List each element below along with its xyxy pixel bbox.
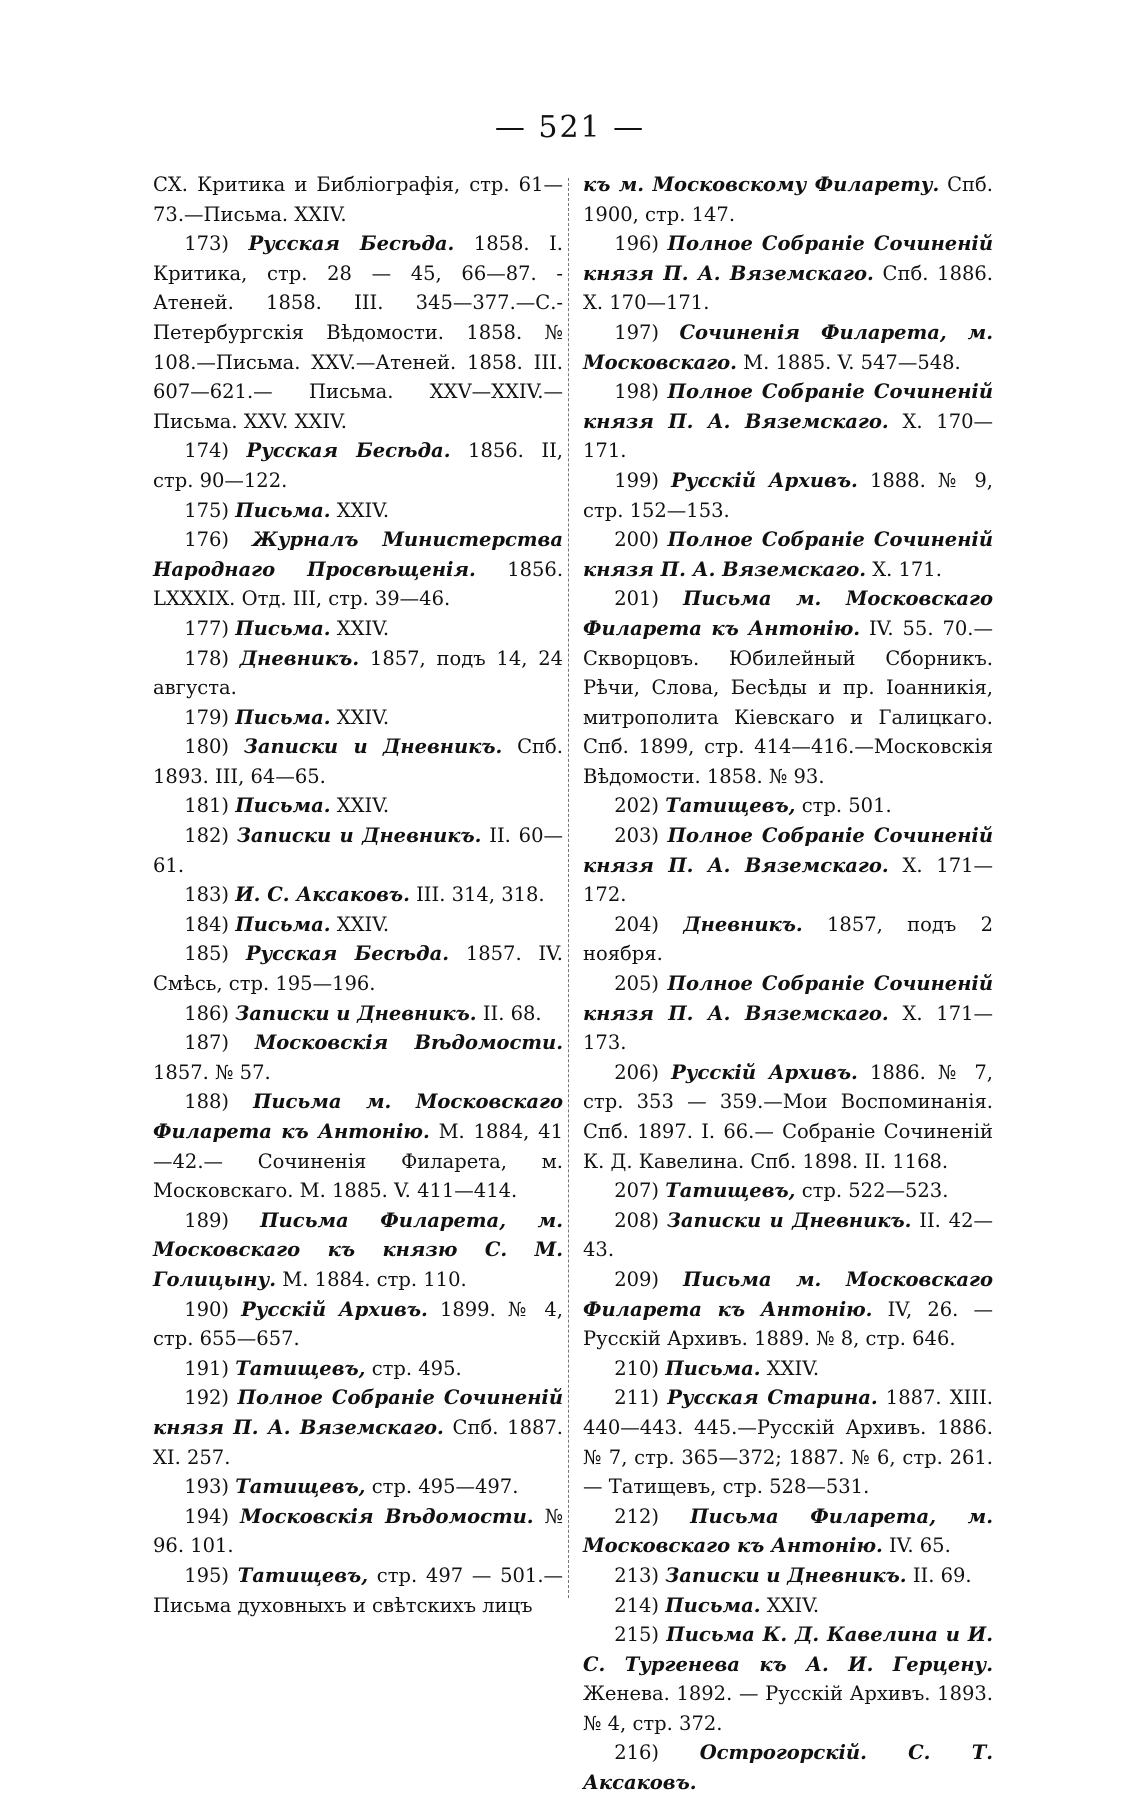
footnote-title: И. С. Аксаковъ. <box>235 883 410 907</box>
footnote-entry <box>153 910 563 940</box>
footnote-reference: стр. 495—497. <box>371 1475 519 1499</box>
footnote-reference: IV, 26. — Русскій Архивъ. 1889. № 8, стр. 646. <box>583 1297 993 1351</box>
footnote-entry <box>153 939 563 998</box>
footnote-number: 213) <box>614 1563 660 1587</box>
footnote-entry <box>583 466 993 525</box>
footnote-entry <box>583 584 993 791</box>
footnote-reference: XXIV. <box>336 498 390 522</box>
footnote-title: Письма м. Московскаго Филарета къ Антонію. <box>583 1267 993 1321</box>
footnote-entry <box>583 821 993 910</box>
footnote-reference: Женева. 1892. — Русскій Архивъ. 1893. № 4, стр. 372. <box>583 1682 993 1735</box>
page-number: — 521 — <box>494 110 646 145</box>
footnote-reference: M. 1884, 41—42.— Сочиненія Филарета, м. Московскаго. M. 1885. V. 411—414. <box>153 1120 563 1203</box>
left-column <box>153 170 563 1620</box>
footnote-entry <box>583 910 993 969</box>
footnote-entry <box>153 1087 563 1205</box>
footnote-number: 186) <box>184 1001 230 1025</box>
footnote-entry <box>583 318 993 377</box>
footnote-entry <box>583 1206 993 1265</box>
footnote-reference: II. 68. <box>482 1001 542 1025</box>
footnote-reference: XXIV. <box>336 616 390 640</box>
footnote-title: Русскій Архивъ. <box>241 1297 428 1321</box>
footnote-number: 176) <box>184 528 230 552</box>
footnote-reference: II. 69. <box>912 1563 972 1587</box>
footnote-reference: 1899. № 4, стр. 655—657. <box>153 1297 563 1351</box>
footnote-number: 185) <box>184 942 230 966</box>
footnote-title: Татищевъ, <box>235 1475 366 1499</box>
footnote-entry <box>583 1738 993 1797</box>
footnote-title: Письма. <box>235 705 331 729</box>
footnote-entry <box>153 229 563 436</box>
footnote-number: 194) <box>184 1504 230 1528</box>
footnote-title: Полное Собраніе Сочиненій князя П. А. Вяземскаго. <box>583 232 993 285</box>
footnote-number: 205) <box>614 972 660 996</box>
footnote-entry <box>153 1472 563 1502</box>
footnote-number: 188) <box>184 1090 230 1114</box>
footnote-entry <box>153 732 563 791</box>
footnote-number: 195) <box>184 1563 230 1587</box>
footnote-entry <box>583 170 993 229</box>
footnote-reference: XXIV. <box>336 794 390 818</box>
footnote-title: Татищевъ, <box>237 1563 369 1587</box>
footnote-title: Журналъ Министерства Народнаго Просвѣщенія. <box>153 528 563 581</box>
footnote-entry <box>153 525 563 614</box>
footnote-title: Записки и Дневникъ. <box>235 1001 477 1025</box>
footnote-number: 211) <box>614 1386 660 1410</box>
footnote-number: 209) <box>614 1267 660 1291</box>
footnote-title: Русская Старина. <box>667 1386 878 1410</box>
footnote-title: Дневникъ. <box>239 646 360 670</box>
footnote-title: Московскія Вѣдомости. <box>254 1031 564 1055</box>
footnote-title: Записки и Дневникъ. <box>665 1563 907 1587</box>
footnote-number: 215) <box>614 1623 660 1647</box>
footnote-reference: 1856. LXXXIX. Отд. III, стр. 39—46. <box>153 557 564 611</box>
footnote-title: Письма Филарета, м. Московскаго къ Антонію. <box>583 1504 993 1558</box>
footnote-entry <box>153 614 563 644</box>
footnote-entry <box>583 1383 993 1501</box>
footnote-title: Русская Бесѣда. <box>248 232 455 256</box>
footnote-reference: II. 42—43. <box>583 1208 993 1262</box>
footnote-reference: № 96. 101. <box>153 1504 564 1558</box>
footnote-reference: Спб. 1893. III, 64—65. <box>153 735 563 788</box>
footnote-number: 183) <box>184 883 230 907</box>
footnote-number: 184) <box>184 912 230 936</box>
footnote-number: 207) <box>614 1179 660 1203</box>
footnote-title: Полное Собраніе Сочиненій князя П. А. Вяземскаго. <box>583 380 993 433</box>
footnote-reference: M. 1885. V. 547—548. <box>743 350 961 374</box>
footnote-entry <box>583 229 993 318</box>
footnote-number: 181) <box>184 794 230 818</box>
footnote-reference: Спб. 1900, стр. 147. <box>583 173 993 226</box>
footnote-number: 200) <box>614 528 660 552</box>
footnote-entry <box>153 436 563 495</box>
footnote-entry <box>153 1354 563 1384</box>
footnote-number: 214) <box>614 1593 660 1617</box>
footnote-entry <box>153 703 563 733</box>
footnote-entry <box>583 969 993 1058</box>
footnote-title: Полное Собраніе Сочиненій князя П. А. Вяземскаго. <box>583 972 993 1025</box>
footnote-number: 206) <box>614 1060 660 1084</box>
footnote-number: 180) <box>184 735 230 759</box>
footnote-entry <box>583 525 993 584</box>
footnote-title: Полное Собраніе Сочиненій князя П. А. Вяземскаго. <box>583 824 993 877</box>
footnote-entry <box>583 1176 993 1206</box>
footnote-title: Сочиненія Филарета, м. Московскаго. <box>583 320 994 374</box>
footnote-reference: XXIV. <box>766 1593 820 1617</box>
footnote-reference: XXIV. <box>766 1356 820 1380</box>
footnote-entry <box>583 1354 993 1384</box>
footnote-title: Записки и Дневникъ. <box>666 1208 912 1232</box>
footnote-number: 204) <box>614 912 660 936</box>
footnote-title: Московскія Вѣдомости. <box>240 1504 534 1528</box>
footnote-reference: X. 171. <box>872 557 942 581</box>
footnote-entry <box>583 1620 993 1738</box>
footnote-reference: CX. Критика и Библіографія, стр. 61—73.—Письма. XXIV. <box>153 173 563 226</box>
footnote-number: 208) <box>614 1208 660 1232</box>
footnote-entry <box>153 1206 563 1295</box>
footnote-title: Татищевъ, <box>235 1356 366 1380</box>
footnote-number: 203) <box>614 824 660 848</box>
footnote-title: Письма. <box>235 498 331 522</box>
footnote-title: Русскій Архивъ. <box>671 468 858 492</box>
footnote-number: 173) <box>184 232 230 256</box>
footnote-number: 175) <box>184 498 230 522</box>
footnote-number: 198) <box>614 380 660 404</box>
footnote-number: 216) <box>614 1741 660 1765</box>
footnote-entry <box>583 1265 993 1354</box>
footnote-reference: Спб. 1886. X. 170—171. <box>583 261 993 315</box>
footnote-reference: 1857, подъ 14, 24 августа. <box>153 646 564 700</box>
footnote-number: 182) <box>184 824 230 848</box>
footnote-reference: 1858. I. Критика, стр. 28 — 45, 66—87. - Атеней. 1858. III. 345—377.—С.-Петербургскія Вѣдомости. 1858. № 108.—Письма. XXV.—Атеней. 1858. III. 607—621.— Письма. XXV—XXIV.—Письма. XXV. XXIV. <box>153 232 563 433</box>
footnote-reference: стр. 497 — 501.— Письма духовныхъ и свѣтскихъ лицъ <box>153 1563 564 1617</box>
footnote-entry <box>153 170 563 229</box>
column-divider <box>568 178 569 1598</box>
footnote-title: Письма м. Московскаго Филарета къ Антонію. <box>583 587 993 640</box>
footnote-title: Письма. <box>235 912 331 936</box>
footnote-reference: 1857. № 57. <box>153 1060 271 1084</box>
footnote-entry <box>153 1383 563 1472</box>
footnote-number: 192) <box>184 1386 230 1410</box>
footnote-title: Записки и Дневникъ. <box>243 735 503 759</box>
footnote-title: Дневникъ. <box>683 912 803 936</box>
footnote-reference: XXIV. <box>336 912 390 936</box>
footnote-reference: M. 1884. стр. 110. <box>282 1267 467 1291</box>
footnote-reference: Спб. 1887. XI. 257. <box>153 1415 563 1469</box>
footnote-entry <box>583 1561 993 1591</box>
footnote-entry <box>583 791 993 821</box>
footnote-title: Письма. <box>235 616 331 640</box>
footnote-reference: IV. 55. 70.—Скворцовъ. Юбилейный Сборникъ. Рѣчи, Слова, Бесѣды и пр. Іоанникія, митрополита Кіевскаго и Галицкаго. Спб. 1899, стр. 414—416.—Московскія Вѣдомости. 1858. № 93. <box>583 616 993 788</box>
footnote-title: Русскій Архивъ. <box>671 1060 858 1084</box>
footnote-title: Полное Собраніе Сочиненій князя П. А. Вяземскаго. <box>583 528 993 581</box>
footnote-entry <box>583 1591 993 1621</box>
footnote-number: 189) <box>184 1208 230 1232</box>
right-column <box>583 170 993 1798</box>
footnote-entry <box>153 1502 563 1561</box>
footnote-title: Письма К. Д. Кавелина и И. С. Тургенева къ А. И. Герцену. <box>583 1623 993 1676</box>
footnote-title: къ м. Московскому Филарету. <box>583 173 940 196</box>
footnote-number: 193) <box>184 1475 230 1499</box>
footnote-number: 202) <box>614 794 660 818</box>
footnote-entry <box>153 880 563 910</box>
footnote-entry <box>583 1058 993 1176</box>
footnote-reference: X. 171—172. <box>583 853 994 907</box>
footnote-entry <box>583 377 993 466</box>
footnote-title: Письма. <box>235 794 331 818</box>
footnote-number: 199) <box>614 468 660 492</box>
footnote-reference: X. 170—171. <box>583 409 994 463</box>
footnote-entry <box>153 1295 563 1354</box>
footnote-entry <box>583 1502 993 1561</box>
footnote-number: 197) <box>614 320 660 344</box>
footnote-entry <box>153 644 563 703</box>
footnote-entry <box>153 1028 563 1087</box>
footnote-number: 196) <box>614 232 660 256</box>
footnote-number: 174) <box>184 439 230 463</box>
footnote-title: Русская Бесѣда. <box>246 439 451 463</box>
footnote-reference: стр. 495. <box>371 1356 462 1380</box>
footnote-title: Записки и Дневникъ. <box>236 824 482 848</box>
footnote-reference: IV. 65. <box>889 1534 951 1558</box>
footnote-reference: 1857. IV. Смѣсь, стр. 195—196. <box>153 942 563 996</box>
footnote-entry <box>153 821 563 880</box>
footnote-reference: 1886. № 7, стр. 353 — 359.—Мои Воспоминанія. Спб. 1897. I. 66.— Собраніе Сочиненій К. Д. Кавелина. Спб. 1898. II. 1168. <box>583 1060 993 1173</box>
footnote-title: Полное Собраніе Сочиненій князя П. А. Вяземскаго. <box>153 1386 563 1439</box>
footnote-number: 191) <box>184 1356 230 1380</box>
footnote-title: Татищевъ, <box>665 794 796 818</box>
footnote-title: Русская Бесѣда. <box>245 942 450 966</box>
footnote-reference: III. 314, 318. <box>416 883 545 907</box>
footnote-number: 210) <box>614 1356 660 1380</box>
footnote-reference: 1857, подъ 2 ноября. <box>583 912 994 966</box>
footnote-entry <box>153 496 563 526</box>
footnote-number: 187) <box>184 1031 230 1055</box>
footnote-entry <box>153 791 563 821</box>
footnote-reference: стр. 501. <box>801 794 892 818</box>
footnote-reference: 1888. № 9, стр. 152—153. <box>583 468 993 522</box>
footnote-number: 201) <box>614 587 660 611</box>
footnote-title: Письма м. Московскаго Филарета къ Антонію. <box>153 1090 563 1143</box>
footnote-title: Письма. <box>665 1356 761 1380</box>
footnote-entry <box>153 1561 563 1620</box>
footnote-reference: стр. 522—523. <box>801 1179 949 1203</box>
footnote-reference: II. 60—61. <box>153 824 563 877</box>
footnote-reference: 1887. XIII. 440—443. 445.—Русскій Архивъ. 1886. № 7, стр. 365—372; 1887. № 6, стр. 261.— Татищевъ, стр. 528—531. <box>583 1386 993 1499</box>
footnote-number: 178) <box>184 646 230 670</box>
footnote-title: Острогорскій. С. Т. Аксаковъ. <box>583 1741 993 1795</box>
footnote-reference: XXIV. <box>336 705 390 729</box>
footnote-number: 177) <box>184 616 230 640</box>
footnote-reference: X. 171—173. <box>583 1001 994 1055</box>
footnote-number: 190) <box>184 1297 230 1321</box>
footnote-title: Письма. <box>665 1593 761 1617</box>
footnote-number: 179) <box>184 705 230 729</box>
footnote-number: 212) <box>614 1504 660 1528</box>
footnote-title: Письма Филарета, м. Московскаго къ князю С. М. Голицыну. <box>153 1208 563 1291</box>
footnote-reference: 1856. II, стр. 90—122. <box>153 439 563 492</box>
footnote-title: Татищевъ, <box>665 1179 796 1203</box>
footnote-entry <box>153 999 563 1029</box>
